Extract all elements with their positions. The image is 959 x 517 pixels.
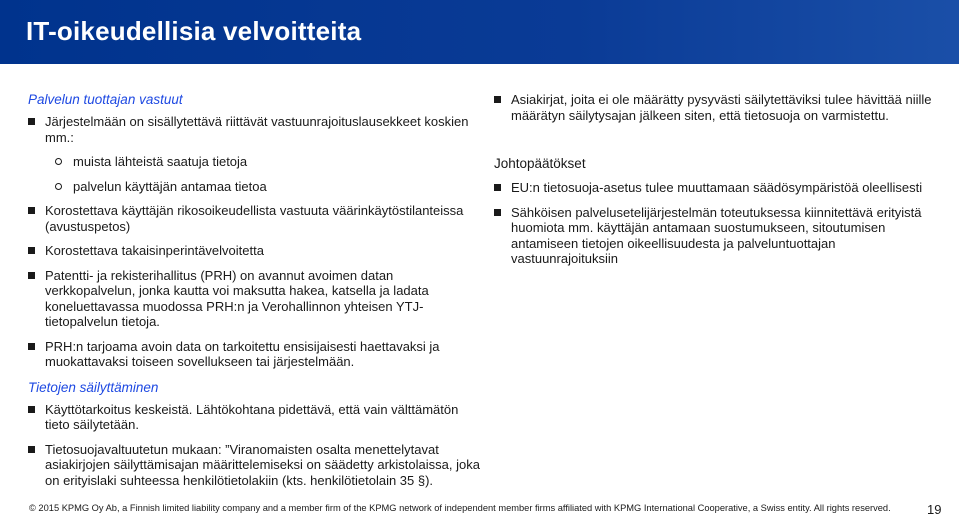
bullet-item — [28, 402, 483, 433]
bullet-text: Korostettava takaisinperintävelvoitetta — [45, 243, 264, 258]
square-bullet-icon — [28, 118, 35, 125]
right-column — [494, 92, 944, 267]
bullet-text: EU:n tietosuoja-asetus tulee muuttamaan säädösympäristöä oleellisesti — [511, 180, 923, 195]
sub-bullet-item — [28, 179, 483, 195]
square-bullet-icon — [28, 343, 35, 350]
section-title-data-retention: Tietojen säilyttäminen — [28, 379, 159, 395]
section-heading-conclusions: Johtopäätökset — [494, 156, 586, 171]
bullet-item — [494, 205, 944, 267]
sub-bullet-text: muista lähteistä saatuja tietoja — [73, 154, 248, 169]
circle-bullet-icon — [55, 183, 62, 190]
bullet-item — [28, 268, 483, 330]
bullet-item — [28, 203, 483, 234]
page-title: IT-oikeudellisia velvoitteita — [26, 16, 362, 46]
bullet-item — [28, 114, 483, 145]
circle-bullet-icon — [55, 158, 62, 165]
bullet-text: Sähköisen palvelusetelijärjestelmän toteutuksessa kiinnitettävä erityistä huomiota mm. käyttäjän antamaan suostumukseen, sitoutumisen antamiseen tietojen oikeellisuudesta ja palveluntuottajan vastuunrajoituksiin — [511, 204, 922, 266]
title-bar — [0, 0, 959, 64]
square-bullet-icon — [494, 184, 501, 191]
square-bullet-icon — [28, 406, 35, 413]
bullet-item — [28, 339, 483, 370]
square-bullet-icon — [28, 207, 35, 214]
bullet-text: Korostettava käyttäjän rikosoikeudellista vastuuta väärinkäytöstilanteissa (avustuspetos) — [45, 203, 464, 234]
bullet-item — [494, 92, 944, 123]
bullet-item — [28, 442, 483, 489]
page-number: 19 — [927, 502, 942, 517]
bullet-text: Patentti- ja rekisterihallitus (PRH) on avannut avoimen datan verkkopalvelun, jonka kautta voi maksutta hakea, katsella ja ladata koneluettavassa muodossa PRH:n ja Verohallinnon yhteisen YTJ-tietopalvelun tietoja. — [45, 267, 429, 329]
square-bullet-icon — [494, 96, 501, 103]
square-bullet-icon — [28, 272, 35, 279]
bullet-item — [494, 180, 944, 196]
square-bullet-icon — [28, 247, 35, 254]
left-column — [28, 92, 483, 488]
bullet-text: PRH:n tarjoama avoin data on tarkoitettu ensisijaisesti haettavaksi ja muokattavaksi toiseen sovellukseen tai järjestelmään. — [45, 338, 440, 369]
square-bullet-icon — [494, 209, 501, 216]
bullet-text: Asiakirjat, joita ei ole määrätty pysyvästi säilytettäviksi tulee hävittää niille määrätyn säilytysajan jälkeen siten, että tietosuoja on varmistettu. — [511, 92, 932, 123]
sub-bullet-text: palvelun käyttäjän antamaa tietoa — [73, 178, 267, 194]
sub-bullet-item — [28, 154, 483, 170]
copyright-footer: © 2015 KPMG Oy Ab, a Finnish limited liability company and a member firm of the KPMG network of independent member firms affiliated with KPMG International Cooperative, a Swiss entity. All rights reserved. — [29, 503, 891, 513]
bullet-item — [28, 243, 483, 259]
section-title-service-provider: Palvelun tuottajan vastuut — [28, 92, 183, 107]
bullet-text: Järjestelmään on sisällytettävä riittävät vastuunrajoituslausekkeet koskien mm.: — [45, 114, 469, 145]
bullet-text: Käyttötarkoitus keskeistä. Lähtökohtana pidettävä, että vain välttämätön tieto säilytetään. — [45, 401, 459, 432]
square-bullet-icon — [28, 446, 35, 453]
bullet-text: Tietosuojavaltuutetun mukaan: ”Viranomaisten osalta menettelytavat asiakirjojen säilyttämisajan määrittelemiseksi on säädetty arkistolaissa, joka on erityislaki suhteessa henkilötietolakiin (kts. henkilötietolain 35 §). — [45, 441, 480, 488]
